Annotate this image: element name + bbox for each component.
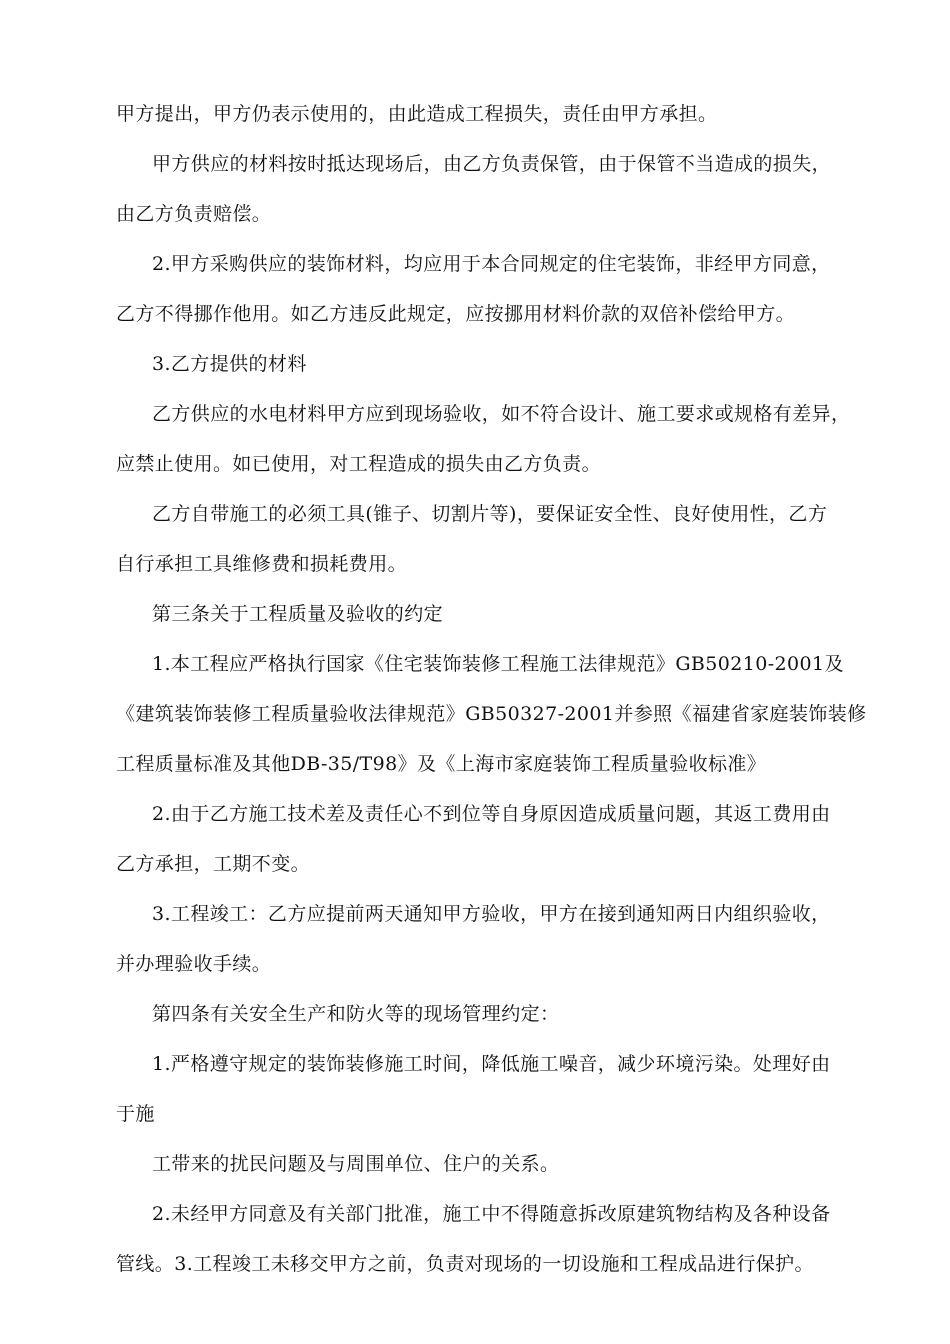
text-line: 2.由于乙方施工技术差及责任心不到位等自身原因造成质量问题，其返工费用由 — [152, 803, 831, 825]
text-line: 甲方供应的材料按时抵达现场后，由乙方负责保管，由于保管不当造成的损失， — [152, 153, 832, 175]
section-heading: 第四条有关安全生产和防火等的现场管理约定： — [152, 1003, 560, 1025]
text-line: 乙方自带施工的必须工具(锥子、切割片等)，要保证安全性、良好使用性，乙方 — [152, 503, 828, 525]
text-line: 甲方提出，甲方仍表示使用的，由此造成工程损失，责任由甲方承担。 — [116, 103, 718, 125]
text-line: 乙方供应的水电材料甲方应到现场验收，如不符合设计、施工要求或规格有差异， — [152, 403, 851, 425]
text-line: 工程质量标准及其他DB-35/T98》及《上海市家庭装饰工程质量验收标准》 — [116, 753, 767, 775]
text-line: 《建筑装饰装修工程质量验收法律规范》GB50327-2001并参照《福建省家庭装饰装修 — [116, 703, 867, 725]
text-line: 于施 — [116, 1103, 155, 1125]
text-line: 工带来的扰民问题及与周围单位、住户的关系。 — [152, 1153, 560, 1175]
text-line: 1.本工程应严格执行国家《住宅装饰装修工程施工法律规范》GB50210-2001及 — [152, 653, 844, 675]
text-line: 3.乙方提供的材料 — [152, 353, 307, 375]
text-line: 应禁止使用。如已使用，对工程造成的损失由乙方负责。 — [116, 453, 602, 475]
text-line: 2.未经甲方同意及有关部门批准，施工中不得随意拆改原建筑物结构及各种设备 — [152, 1203, 831, 1225]
text-line: 乙方承担，工期不变。 — [116, 853, 311, 875]
text-line: 1.严格遵守规定的装饰装修施工时间，降低施工噪音，减少环境污染。处理好由 — [152, 1053, 831, 1075]
text-line: 3.工程竣工：乙方应提前两天通知甲方验收，甲方在接到通知两日内组织验收， — [152, 903, 831, 925]
text-line: 由乙方负责赔偿。 — [116, 203, 272, 225]
text-line: 2.甲方采购供应的装饰材料，均应用于本合同规定的住宅装饰，非经甲方同意， — [152, 253, 831, 275]
text-line: 管线。3.工程竣工未移交甲方之前，负责对现场的一切设施和工程成品进行保护。 — [116, 1253, 814, 1275]
section-heading: 第三条关于工程质量及验收的约定 — [152, 603, 444, 625]
text-line: 并办理验收手续。 — [116, 953, 272, 975]
text-line: 自行承担工具维修费和损耗费用。 — [116, 553, 408, 575]
text-line: 乙方不得挪作他用。如乙方违反此规定，应按挪用材料价款的双倍补偿给甲方。 — [116, 303, 796, 325]
